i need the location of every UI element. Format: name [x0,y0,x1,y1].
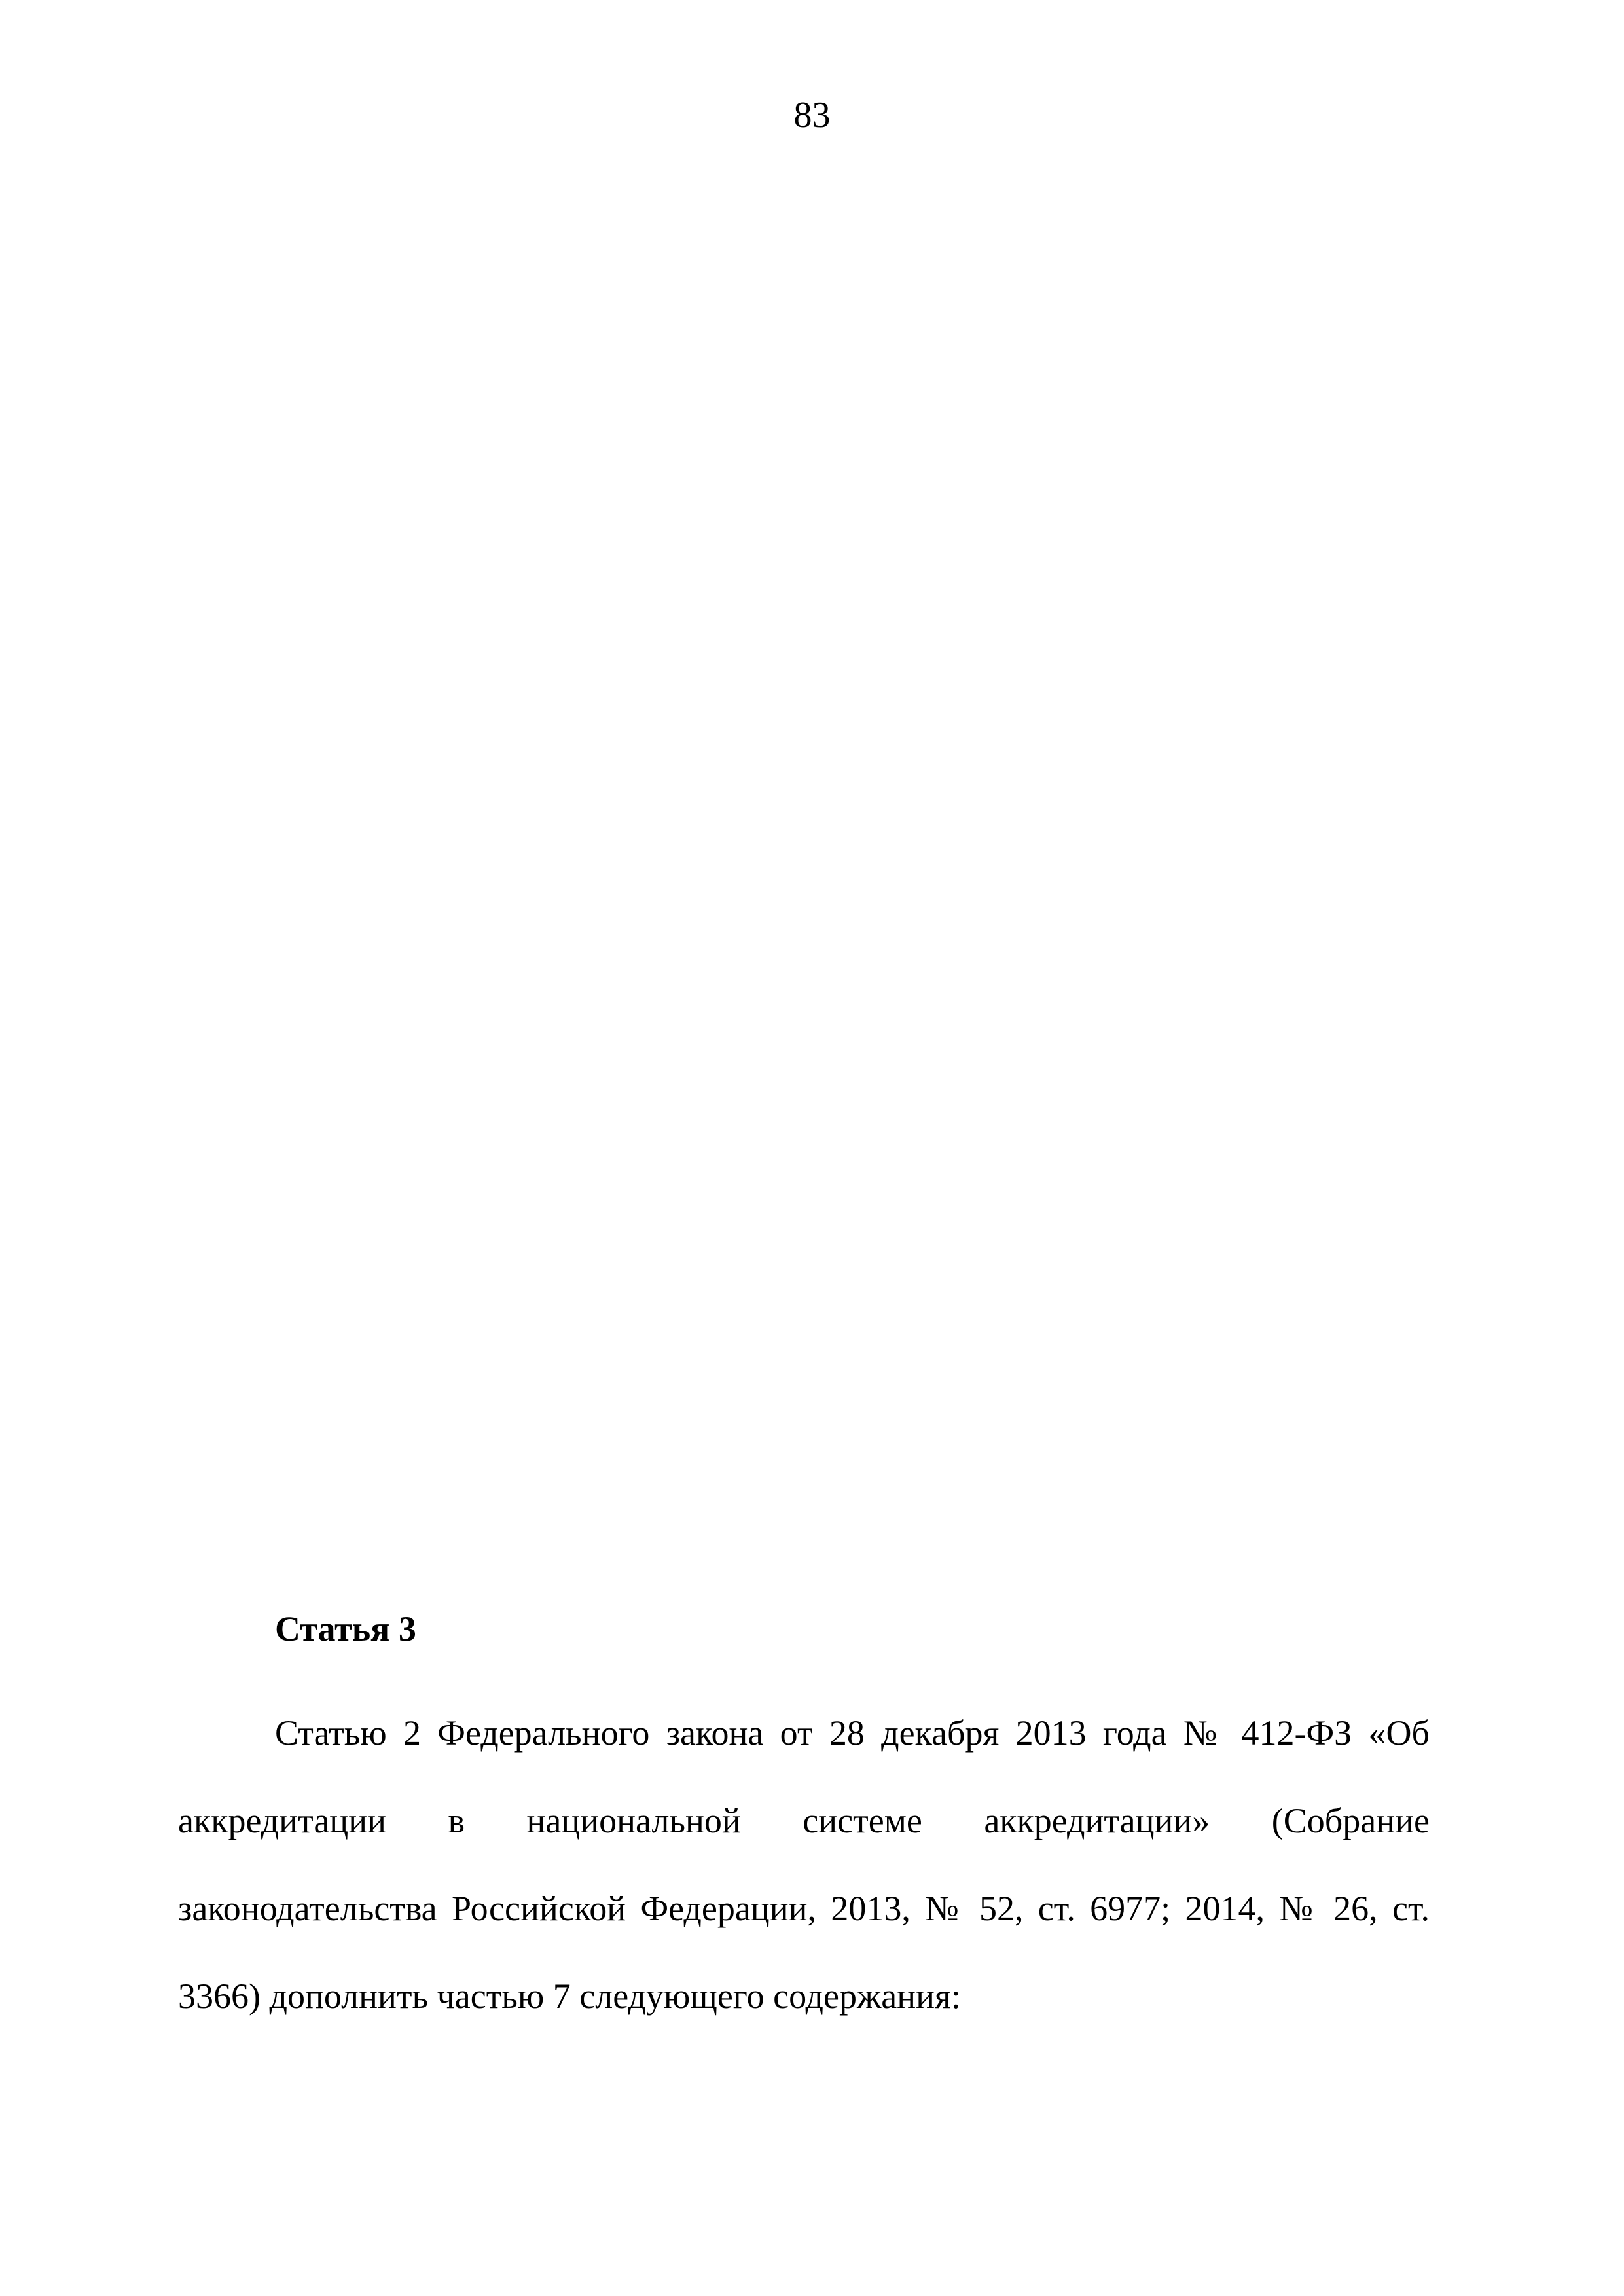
article-body-paragraph: Статью 2 Федерального закона от 28 декабря 2013 года № 412-ФЗ «Об аккредитации в национальной системе аккредитации» (Собрание законодательства Российской Федерации, 2013, № 52, ст. 6977; 2014, № 26, ст. 3366) дополнить частью 7 следующего содержания: [178,1713,1430,2016]
article-heading: Статья 3 [275,1609,416,1649]
page-number: 83 [793,95,831,136]
